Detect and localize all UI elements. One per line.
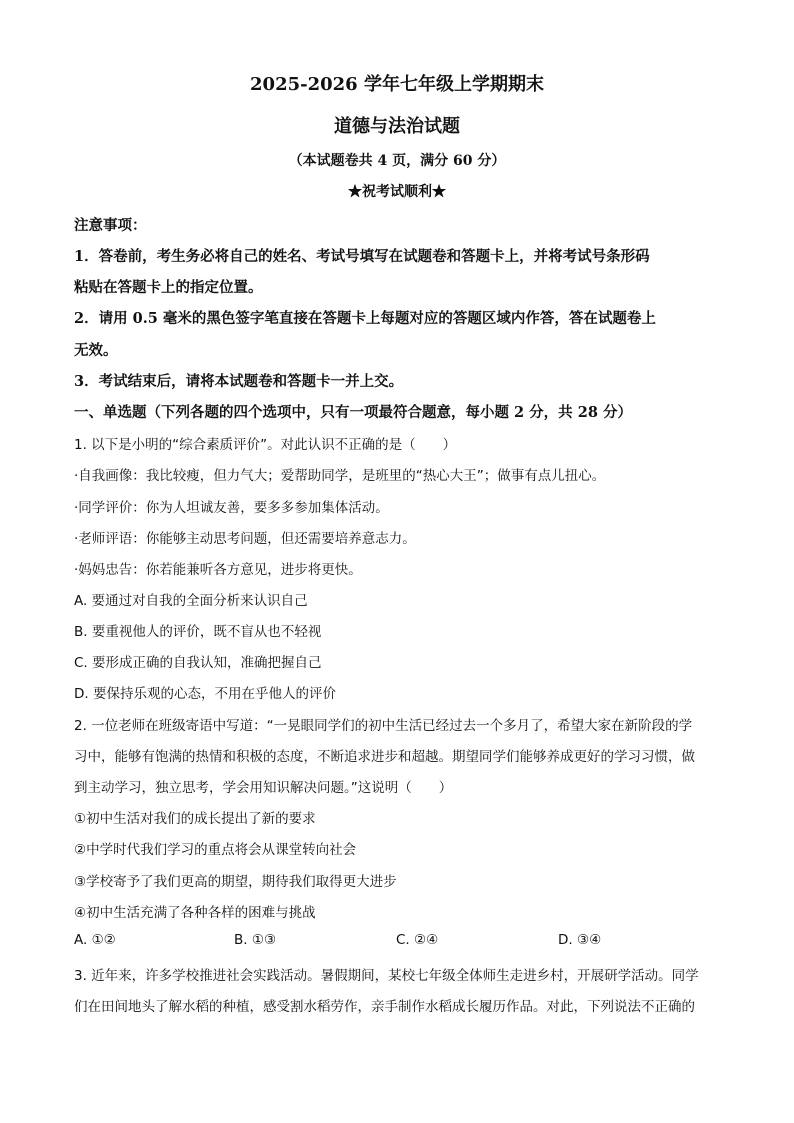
question-2-statement-4: ④初中生活充满了各种各样的困难与挑战 (74, 905, 316, 921)
question-3-stem-line-1: 3. 近年来，许多学校推进社会实践活动。暑假期间，某校七年级全体师生走进乡村，开展研学活动。同学 (74, 968, 699, 984)
question-3-stem-line-2: 们在田间地头了解水稻的种植，感受割水稻劳作，亲手制作水稻成长履历作品。对此，下列说法不正确的 (74, 999, 695, 1015)
question-1-bullet-4: ·妈妈忠告：你若能兼听各方意见，进步将更快。 (74, 562, 362, 578)
question-2-statement-1: ①初中生活对我们的成长提出了新的要求 (74, 811, 316, 827)
question-2-stem-line-3: 到主动学习，独立思考，学会用知识解决问题。”这说明（ ） (74, 780, 453, 796)
question-1-bullet-1: ·自我画像：我比较瘦，但力气大；爱帮助同学，是班里的“热心大王”；做事有点儿扭心。 (74, 468, 606, 484)
notice-item-1-line-1: 1．答卷前，考生务必将自己的姓名、考试号填写在试题卷和答题卡上，并将考试号条形码 (74, 248, 650, 265)
exam-title: 2025-2026 学年七年级上学期期末 (250, 74, 544, 95)
question-1-option-d: D. 要保持乐观的心态，不用在乎他人的评价 (74, 686, 336, 702)
good-luck-line: ★祝考试顺利★ (348, 184, 446, 200)
question-2-stem-line-1: 2. 一位老师在班级寄语中写道：“一晃眼同学们的初中生活已经过去一个多月了，希望大家在新阶段的学 (74, 718, 693, 734)
question-2-statement-3: ③学校寄予了我们更高的期望，期待我们取得更大进步 (74, 874, 397, 890)
question-1-bullet-2: ·同学评价：你为人坦诚友善，要多多参加集体活动。 (74, 500, 389, 516)
section-1-heading: 一、单选题（下列各题的四个选项中，只有一项最符合题意，每小题 2 分，共 28 分） (74, 404, 632, 421)
question-2-option-c: C. ②④ (396, 932, 439, 948)
question-2-stem-line-2: 习中，能够有饱满的热情和积极的态度，不断追求进步和超越。期望同学们能够养成更好的学习习惯，做 (74, 749, 695, 765)
question-2-option-b: B. ①③ (234, 932, 277, 948)
question-2-option-a: A. ①② (74, 932, 116, 948)
question-1-option-c: C. 要形成正确的自我认知，准确把握自己 (74, 655, 322, 671)
notice-heading: 注意事项： (74, 217, 147, 234)
question-1-option-a: A. 要通过对自我的全面分析来认识自己 (74, 593, 308, 609)
notice-item-1-line-2: 粘贴在答题卡上的指定位置。 (74, 279, 263, 296)
question-1-option-b: B. 要重视他人的评价，既不盲从也不轻视 (74, 624, 322, 640)
question-1-stem: 1. 以下是小明的“综合素质评价”。对此认识不正确的是（ ） (74, 437, 457, 453)
question-2-option-d: D. ③④ (558, 932, 602, 948)
exam-info: （本试题卷共 4 页，满分 60 分） (288, 153, 506, 169)
question-1-bullet-3: ·老师评语：你能够主动思考问题，但还需要培养意志力。 (74, 531, 416, 547)
notice-item-2-line-1: 2．请用 0.5 毫米的黑色签字笔直接在答题卡上每题对应的答题区域内作答，答在试题卷上 (74, 310, 656, 327)
question-2-statement-2: ②中学时代我们学习的重点将会从课堂转向社会 (74, 842, 357, 858)
subject-title: 道德与法治试题 (334, 116, 460, 137)
notice-item-2-line-2: 无效。 (74, 342, 118, 359)
notice-item-3: 3．考试结束后，请将本试题卷和答题卡一并上交。 (74, 373, 404, 390)
